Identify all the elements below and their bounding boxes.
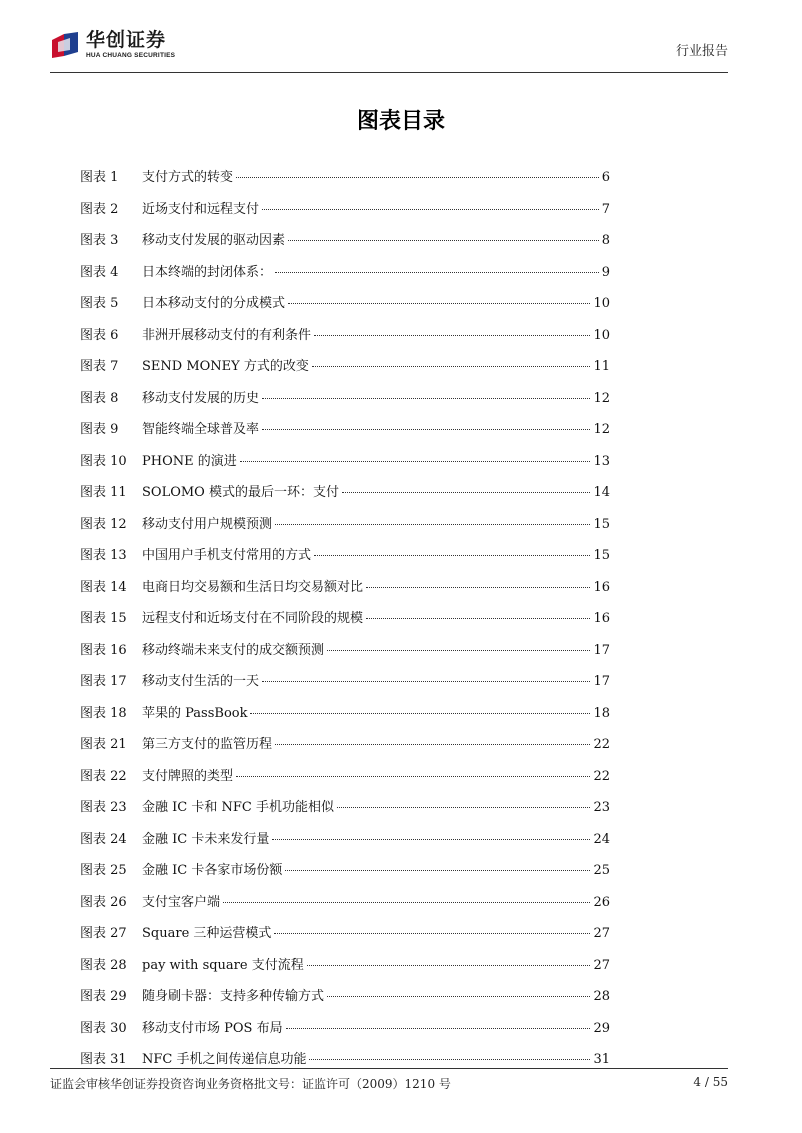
toc-entry-page: 22 — [593, 768, 610, 784]
toc-entry-page: 28 — [593, 989, 610, 1004]
toc-entry-page: 10 — [593, 327, 610, 343]
toc-entry-page: 31 — [593, 1052, 610, 1067]
toc-entry[interactable] — [80, 576, 610, 608]
toc-entry-title: SOLOMO 模式的最后一环：支付 — [142, 485, 339, 500]
toc-leader-dots — [288, 303, 590, 304]
toc-entry-label: 图表 17 — [80, 674, 127, 689]
toc-entry-title: 支付牌照的类型 — [142, 768, 234, 784]
toc-entry-page: 12 — [593, 422, 610, 437]
toc-entry-page: 17 — [593, 642, 610, 658]
toc-entry[interactable] — [80, 229, 610, 261]
toc-entry[interactable] — [80, 733, 610, 765]
license-statement: 证监会审核华创证券投资咨询业务资格批文号：证监许可（2009）1210 号 — [50, 1077, 451, 1091]
document-type: 行业报告 — [675, 44, 728, 59]
toc-entry[interactable] — [80, 513, 610, 545]
toc-leader-dots — [285, 870, 590, 871]
toc-entry-title: 苹果的 PassBook — [142, 705, 248, 721]
toc-entry-title: 非洲开展移动支付的有利条件 — [142, 327, 312, 343]
toc-entry-label: 图表 15 — [80, 611, 127, 626]
toc-entry[interactable] — [80, 261, 610, 293]
toc-entry-label: 图表 2 — [80, 201, 119, 217]
toc-entry[interactable] — [80, 891, 610, 923]
toc-entry-page: 9 — [601, 264, 610, 280]
toc-entry-title: 中国用户手机支付常用的方式 — [142, 548, 312, 563]
toc-entry[interactable] — [80, 292, 610, 324]
toc-entry-title: 日本终端的封闭体系： — [142, 264, 273, 280]
toc-entry-label: 图表 28 — [80, 957, 127, 973]
toc-entry-title: 日本移动支付的分成模式 — [142, 296, 286, 311]
toc-entry-page: 23 — [593, 800, 610, 815]
toc-entry-title: 金融 IC 卡未来发行量 — [142, 831, 270, 847]
toc-leader-dots — [274, 933, 590, 934]
toc-entry-title: 随身刷卡器：支持多种传输方式 — [142, 989, 325, 1004]
toc-leader-dots — [275, 272, 599, 273]
toc-leader-dots — [307, 965, 591, 966]
toc-leader-dots — [275, 744, 590, 745]
toc-entry-title: 第三方支付的监管历程 — [142, 737, 273, 752]
toc-entry-page: 13 — [593, 453, 610, 469]
toc-leader-dots — [240, 461, 591, 462]
toc-leader-dots — [337, 807, 590, 808]
toc-entry-label: 图表 21 — [80, 737, 127, 752]
toc-entry-title: 近场支付和远程支付 — [142, 201, 260, 217]
toc-entry[interactable] — [80, 1017, 610, 1049]
toc-entry-label: 图表 14 — [80, 579, 127, 595]
company-logo — [50, 30, 175, 60]
toc-entry-page: 17 — [593, 674, 610, 689]
toc-leader-dots — [314, 555, 590, 556]
toc-entry[interactable] — [80, 355, 610, 387]
toc-entry-page: 24 — [593, 831, 610, 847]
toc-entry-page: 15 — [593, 548, 610, 563]
toc-entry-label: 图表 22 — [80, 768, 127, 784]
toc-entry-title: 远程支付和近场支付在不同阶段的规模 — [142, 611, 364, 626]
page-footer — [50, 1068, 728, 1091]
toc-entry-label: 图表 25 — [80, 863, 127, 878]
toc-leader-dots — [223, 902, 590, 903]
toc-entry-label: 图表 8 — [80, 390, 119, 406]
toc-leader-dots — [262, 209, 599, 210]
toc-leader-dots — [327, 996, 590, 997]
toc-entry-page: 18 — [593, 705, 610, 721]
toc-entry-title: NFC 手机之间传递信息功能 — [142, 1052, 307, 1067]
toc-entry-page: 26 — [593, 894, 610, 910]
toc-entry[interactable] — [80, 702, 610, 734]
toc-entry-page: 22 — [593, 737, 610, 752]
toc-leader-dots — [309, 1059, 590, 1060]
toc-entry-page: 29 — [593, 1020, 610, 1036]
toc-entry[interactable] — [80, 639, 610, 671]
toc-entry[interactable] — [80, 418, 610, 450]
toc-entry-label: 图表 30 — [80, 1020, 127, 1036]
toc-leader-dots — [342, 492, 590, 493]
figure-list — [80, 166, 610, 1080]
toc-entry-label: 图表 12 — [80, 516, 127, 532]
toc-entry-label: 图表 3 — [80, 233, 119, 248]
toc-entry[interactable] — [80, 922, 610, 954]
toc-entry-page: 25 — [593, 863, 610, 878]
toc-leader-dots — [236, 776, 590, 777]
toc-entry[interactable] — [80, 166, 610, 198]
toc-leader-dots — [262, 681, 590, 682]
toc-entry-page: 6 — [601, 170, 610, 185]
page-number: 4 / 55 — [693, 1075, 728, 1089]
toc-entry-title: 支付宝客户端 — [142, 894, 221, 910]
toc-entry-page: 7 — [601, 201, 610, 217]
toc-entry-label: 图表 5 — [80, 296, 119, 311]
toc-entry-title: 移动终端未来支付的成交额预测 — [142, 642, 325, 658]
toc-entry-label: 图表 27 — [80, 926, 127, 941]
toc-leader-dots — [366, 618, 590, 619]
toc-entry-title: 移动支付市场 POS 布局 — [142, 1020, 283, 1036]
toc-entry-label: 图表 29 — [80, 989, 127, 1004]
toc-entry-title: Square 三种运营模式 — [142, 926, 272, 941]
toc-leader-dots — [366, 587, 590, 588]
toc-entry-title: 移动支付用户规模预测 — [142, 516, 273, 532]
toc-entry-label: 图表 11 — [80, 485, 127, 500]
toc-entry-page: 8 — [601, 233, 610, 248]
toc-entry-page: 16 — [593, 579, 610, 595]
toc-leader-dots — [262, 398, 590, 399]
page-header — [50, 26, 728, 73]
toc-entry-title: PHONE 的演进 — [142, 453, 237, 469]
toc-entry-label: 图表 10 — [80, 453, 127, 469]
toc-entry-label: 图表 4 — [80, 264, 119, 280]
toc-leader-dots — [236, 177, 599, 178]
toc-leader-dots — [272, 839, 590, 840]
toc-entry-label: 图表 9 — [80, 422, 119, 437]
toc-entry[interactable] — [80, 828, 610, 860]
toc-entry-page: 15 — [593, 516, 610, 532]
toc-entry-page: 11 — [593, 359, 610, 374]
toc-leader-dots — [314, 335, 590, 336]
toc-entry-page: 14 — [593, 485, 610, 500]
toc-leader-dots — [250, 713, 590, 714]
toc-entry-label: 图表 23 — [80, 800, 127, 815]
toc-entry-page: 27 — [593, 957, 610, 973]
toc-entry[interactable] — [80, 481, 610, 513]
toc-entry-page: 12 — [593, 390, 610, 406]
toc-entry-title: 金融 IC 卡和 NFC 手机功能相似 — [142, 800, 334, 815]
logo-chinese-name: 华创证券 — [86, 28, 167, 51]
toc-entry-label: 图表 31 — [80, 1052, 127, 1067]
toc-entry[interactable] — [80, 544, 610, 576]
toc-entry-title: 支付方式的转变 — [142, 170, 234, 185]
toc-entry-page: 27 — [593, 926, 610, 941]
toc-entry-page: 16 — [593, 611, 610, 626]
toc-entry-label: 图表 24 — [80, 831, 127, 847]
toc-entry[interactable] — [80, 607, 610, 639]
toc-leader-dots — [286, 1028, 591, 1029]
toc-entry-title: pay with square 支付流程 — [142, 957, 304, 973]
toc-entry[interactable] — [80, 796, 610, 828]
toc-leader-dots — [262, 429, 590, 430]
toc-entry-title: 移动支付发展的驱动因素 — [142, 233, 286, 248]
toc-entry-label: 图表 1 — [80, 170, 119, 185]
toc-leader-dots — [327, 650, 590, 651]
toc-entry[interactable] — [80, 859, 610, 891]
toc-entry-title: 智能终端全球普及率 — [142, 422, 260, 437]
page-title: 图表目录 — [356, 109, 445, 134]
logo-mark-icon — [50, 30, 80, 60]
toc-entry-page: 10 — [593, 296, 610, 311]
toc-entry[interactable] — [80, 954, 610, 986]
toc-entry[interactable] — [80, 985, 610, 1017]
toc-entry[interactable] — [80, 198, 610, 230]
toc-entry-title: 金融 IC 卡各家市场份额 — [142, 863, 283, 878]
toc-entry[interactable] — [80, 765, 610, 797]
toc-entry[interactable] — [80, 387, 610, 419]
toc-entry[interactable] — [80, 324, 610, 356]
toc-entry-label: 图表 16 — [80, 642, 127, 658]
toc-entry-label: 图表 26 — [80, 894, 127, 910]
toc-entry-title: SEND MONEY 方式的改变 — [142, 359, 309, 374]
toc-entry-title: 移动支付发展的历史 — [142, 390, 260, 406]
toc-leader-dots — [275, 524, 590, 525]
toc-entry-label: 图表 13 — [80, 548, 127, 563]
logo-english-name: HUA CHUANG SECURITIES — [86, 51, 176, 59]
toc-entry-title: 移动支付生活的一天 — [142, 674, 260, 689]
toc-leader-dots — [288, 240, 599, 241]
toc-entry-label: 图表 7 — [80, 359, 119, 374]
toc-entry-label: 图表 18 — [80, 705, 127, 721]
toc-entry-label: 图表 6 — [80, 327, 119, 343]
toc-entry[interactable] — [80, 670, 610, 702]
toc-leader-dots — [312, 366, 591, 367]
toc-entry[interactable] — [80, 450, 610, 482]
toc-entry-title: 电商日均交易额和生活日均交易额对比 — [142, 579, 364, 595]
